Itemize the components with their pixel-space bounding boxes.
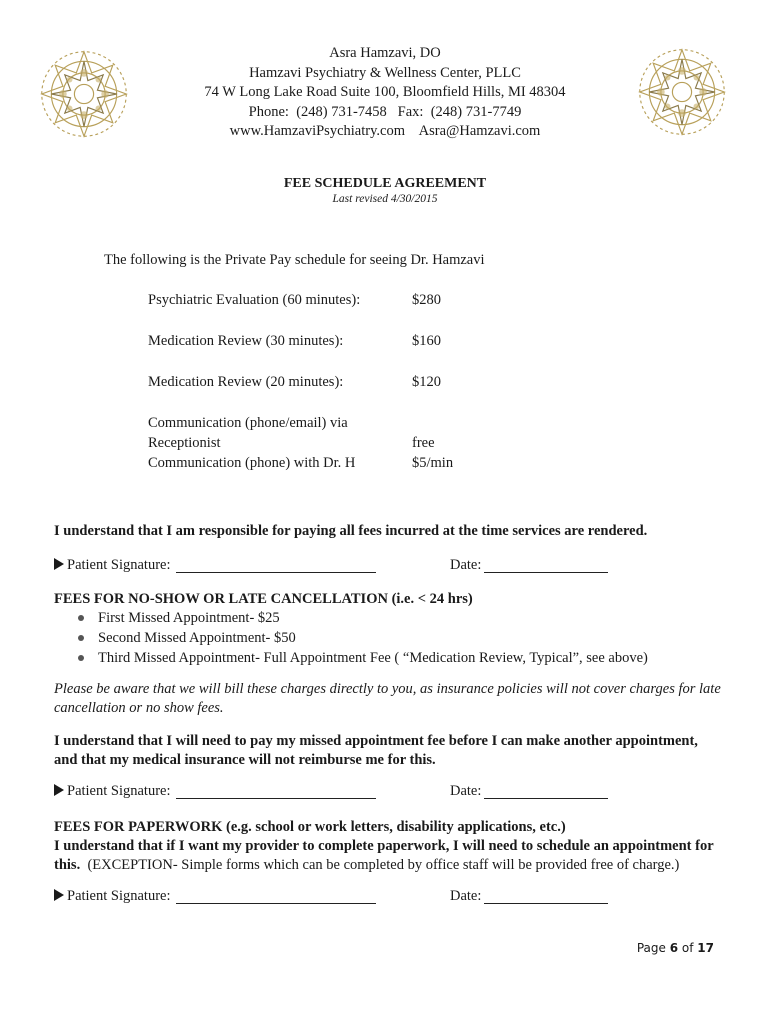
paperwork-acknowledgement: I understand that if I want my provider to complete paperwork, I will need to schedule an appointment for this. (EXCEPTION- Simple forms which can be completed by office staff will be provided free of charge.) bbox=[54, 838, 714, 873]
noshow-list bbox=[76, 608, 648, 668]
date-label: Date: bbox=[450, 783, 482, 799]
date-field[interactable] bbox=[484, 798, 608, 799]
arrow-right-icon bbox=[54, 558, 64, 570]
date-field[interactable] bbox=[484, 572, 608, 573]
letterhead bbox=[150, 44, 620, 142]
arrow-right-icon bbox=[54, 889, 64, 901]
fee-price: $5/min bbox=[412, 455, 454, 471]
mandala-flower-icon bbox=[634, 44, 730, 140]
revised-date: Last revised 4/30/2015 bbox=[332, 193, 438, 205]
signature-field[interactable] bbox=[176, 903, 376, 904]
arrow-right-icon bbox=[54, 784, 64, 796]
list-item: Second Missed Appointment- $50 bbox=[76, 628, 648, 648]
signature-label: Patient Signature: bbox=[54, 783, 171, 800]
paperwork-heading: FEES FOR PAPERWORK (e.g. school or work letters, disability applications, etc.) bbox=[54, 819, 566, 835]
bullet-icon bbox=[78, 615, 84, 621]
practice-name: Hamzavi Psychiatry & Wellness Center, PLLC bbox=[249, 64, 521, 81]
signature-field[interactable] bbox=[176, 572, 376, 573]
fee-label: Medication Review (20 minutes): bbox=[148, 374, 344, 390]
intro-text: The following is the Private Pay schedule for seeing Dr. Hamzavi bbox=[104, 252, 485, 268]
web-email: www.HamzaviPsychiatry.com Asra@Hamzavi.com bbox=[229, 123, 541, 139]
fee-label: Psychiatric Evaluation (60 minutes): bbox=[148, 292, 361, 308]
paperwork-section bbox=[54, 818, 724, 875]
fee-label: Communication (phone) with Dr. H bbox=[148, 455, 356, 471]
fee-price: $160 bbox=[412, 333, 441, 349]
date-field[interactable] bbox=[484, 903, 608, 904]
fee-label: Communication (phone/email) via bbox=[148, 415, 348, 431]
signature-field[interactable] bbox=[176, 798, 376, 799]
bullet-icon bbox=[78, 655, 84, 661]
bullet-icon bbox=[78, 635, 84, 641]
practice-address: 74 W Long Lake Road Suite 100, Bloomfield Hills, MI 48304 bbox=[204, 84, 566, 100]
page-number: Page 6 of 17 bbox=[636, 941, 714, 955]
phone-fax: Phone: (248) 731-7458 Fax: (248) 731-7749 bbox=[248, 103, 522, 120]
signature-label: Patient Signature: bbox=[54, 888, 171, 905]
fee-price: $280 bbox=[412, 292, 441, 308]
fee-price: free bbox=[412, 435, 435, 451]
fees-acknowledgement: I understand that I am responsible for paying all fees incurred at the time services are rendered. bbox=[54, 523, 648, 539]
billing-notice: Please be aware that we will bill these charges directly to you, as insurance policies will not cover charges for late cancellation or no show fees. bbox=[54, 681, 721, 716]
fee-label: Medication Review (30 minutes): bbox=[148, 333, 344, 349]
fee-price: $120 bbox=[412, 374, 441, 390]
missed-fee-acknowledgement: I understand that I will need to pay my missed appointment fee before I can make another appointment, and that my medical insurance will not reimburse me for this. bbox=[54, 733, 698, 768]
fee-label: Receptionist bbox=[148, 435, 221, 451]
doctor-name: Asra Hamzavi, DO bbox=[329, 45, 441, 61]
signature-label: Patient Signature: bbox=[54, 557, 171, 574]
list-item: First Missed Appointment- $25 bbox=[76, 608, 648, 628]
list-item: Third Missed Appointment- Full Appointment Fee ( “Medication Review, Typical”, see above) bbox=[76, 648, 648, 668]
noshow-heading: FEES FOR NO-SHOW OR LATE CANCELLATION (i.e. < 24 hrs) bbox=[54, 591, 473, 607]
mandala-flower-icon bbox=[36, 46, 132, 142]
document-title: FEE SCHEDULE AGREEMENT bbox=[283, 176, 487, 191]
date-label: Date: bbox=[450, 888, 482, 904]
date-label: Date: bbox=[450, 557, 482, 573]
